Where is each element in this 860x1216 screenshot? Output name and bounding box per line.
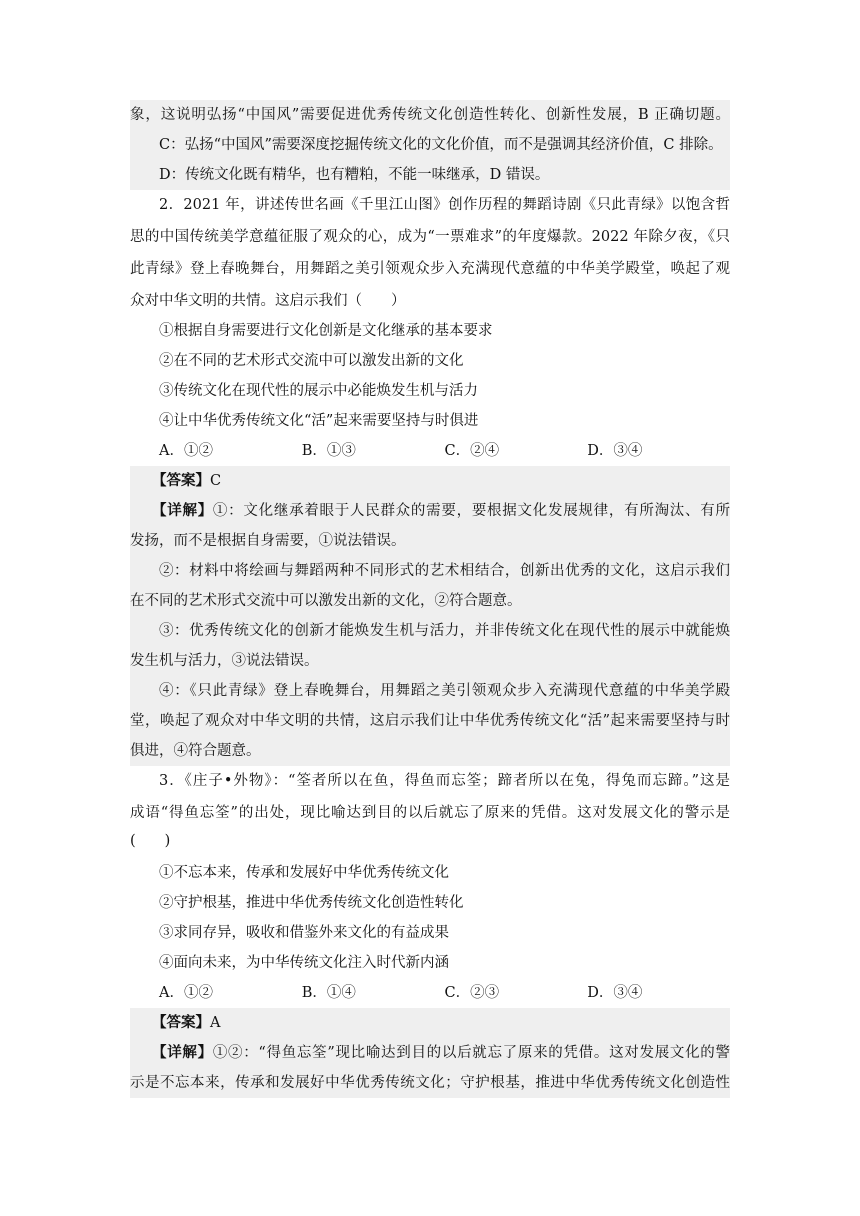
- q2-statement-4: ④让中华优秀传统文化“活”起来需要坚持与时俱进: [159, 413, 479, 429]
- q3-statement-1: ①不忘本来，传承和发展好中华优秀传统文化: [159, 865, 449, 881]
- q2-detail-label: 【详解】: [152, 502, 213, 519]
- q2-options: [130, 436, 730, 466]
- prev-explanation-line: 象，这说明弘扬“中国风”需要促进优秀传统文化创造性转化、创新性发展，B 正确切题。: [130, 100, 730, 130]
- q3-stem-line: ( ): [130, 833, 171, 849]
- q2-detail-line: ②：材料中将绘画与舞蹈两种不同形式的艺术相结合，创新出优秀的文化，这启示我们: [130, 556, 730, 586]
- q3-option-b: B．①④: [301, 985, 356, 1001]
- q2-statement-1: ①根据自身需要进行文化创新是文化继承的基本要求: [159, 323, 493, 339]
- q2-detail-line: 发扬，而不是根据自身需要，①说法错误。: [130, 526, 730, 556]
- q2-stem-line: 此青绿》登上春晚舞台，用舞蹈之美引领观众步入充满现代意蕴的中华美学殿堂，唤起了观: [130, 261, 730, 277]
- q3-option-d: D．③④: [587, 985, 643, 1001]
- q3-option-a: A．①②: [159, 985, 213, 1001]
- q2-detail-line: 俱进，④符合题意。: [130, 736, 730, 766]
- q2-detail-line: ③：优秀传统文化的创新才能焕发生机与活力，并非传统文化在现代性的展示中就能焕: [130, 616, 730, 646]
- q3-options: [130, 978, 730, 1008]
- q3-stem-line: 成语“得鱼忘筌”的出处，现比喻达到目的以后就忘了原来的凭借。这对发展文化的警示是: [130, 805, 730, 821]
- q3-detail-text: ①②：“得鱼忘筌”现比喻达到目的以后就忘了原来的凭借。这对发展文化的警: [212, 1045, 730, 1061]
- q2-detail-line: 发生机与活力，③说法错误。: [130, 646, 730, 676]
- q3-statement-3: ③求同存异，吸收和借鉴外来文化的有益成果: [159, 925, 449, 941]
- q3-detail-line: [130, 1038, 730, 1068]
- q2-statement-3: ③传统文化在现代性的展示中必能焕发生机与活力: [159, 383, 478, 399]
- q2-stem-line: 2．2021 年，讲述传世名画《千里江山图》创作历程的舞蹈诗剧《只此青绿》以饱含哲: [159, 197, 730, 213]
- q2-detail-line: ④：《只此青绿》登上春晚舞台，用舞蹈之美引领观众步入充满现代意蕴的中华美学殿: [130, 676, 730, 706]
- q3-stem-line: 3．《庄子•外物》：“筌者所以在鱼，得鱼而忘筌；蹄者所以在兔，得兔而忘蹄。”这是: [159, 773, 730, 789]
- q2-answer-value: C: [210, 473, 222, 489]
- q2-detail-line: 在不同的艺术形式交流中可以激发出新的文化，②符合题意。: [130, 586, 730, 616]
- q3-statement-4: ④面向未来，为中华传统文化注入时代新内涵: [159, 955, 449, 971]
- q3-detail-line: 示是不忘本来，传承和发展好中华优秀传统文化；守护根基，推进中华优秀传统文化创造性: [130, 1068, 730, 1098]
- q2-detail-text: ①：文化继承着眼于人民群众的需要，要根据文化发展规律，有所淘汰、有所: [212, 503, 730, 519]
- prev-explanation-option-d: D：传统文化既有精华，也有糟粕，不能一味继承，D 错误。: [130, 160, 730, 190]
- q2-option-b: B．①③: [301, 443, 356, 459]
- q3-answer: [130, 1008, 730, 1038]
- q3-answer-label: 【答案】: [152, 1014, 210, 1031]
- q2-detail-line: 堂，唤起了观众对中华文明的共情，这启示我们让中华优秀传统文化“活”起来需要坚持与时: [130, 706, 730, 736]
- q3-answer-value: A: [210, 1015, 221, 1031]
- q2-stem-line: 思的中国传统美学意蕴征服了观众的心，成为“一票难求”的年度爆款。2022 年除夕夜，《只: [130, 229, 730, 245]
- q2-statement-2: ②在不同的艺术形式交流中可以激发出新的文化: [159, 353, 464, 369]
- q2-stem-line: 众对中华文明的共情。这启示我们（ ）: [130, 293, 406, 309]
- q3-option-c: C．②③: [444, 985, 500, 1001]
- q2-option-c: C．②④: [444, 443, 500, 459]
- q3-detail-label: 【详解】: [152, 1044, 213, 1061]
- q2-answer-label: 【答案】: [152, 472, 210, 489]
- prev-explanation-option-c: C：弘扬“中国风”需要深度挖掘传统文化的文化价值，而不是强调其经济价值，C 排除。: [130, 130, 730, 160]
- q2-answer: [130, 466, 730, 496]
- q3-statement-2: ②守护根基，推进中华优秀传统文化创造性转化: [159, 895, 464, 911]
- q2-detail-line: [130, 496, 730, 526]
- q2-option-d: D．③④: [587, 443, 643, 459]
- q2-option-a: A．①②: [159, 443, 213, 459]
